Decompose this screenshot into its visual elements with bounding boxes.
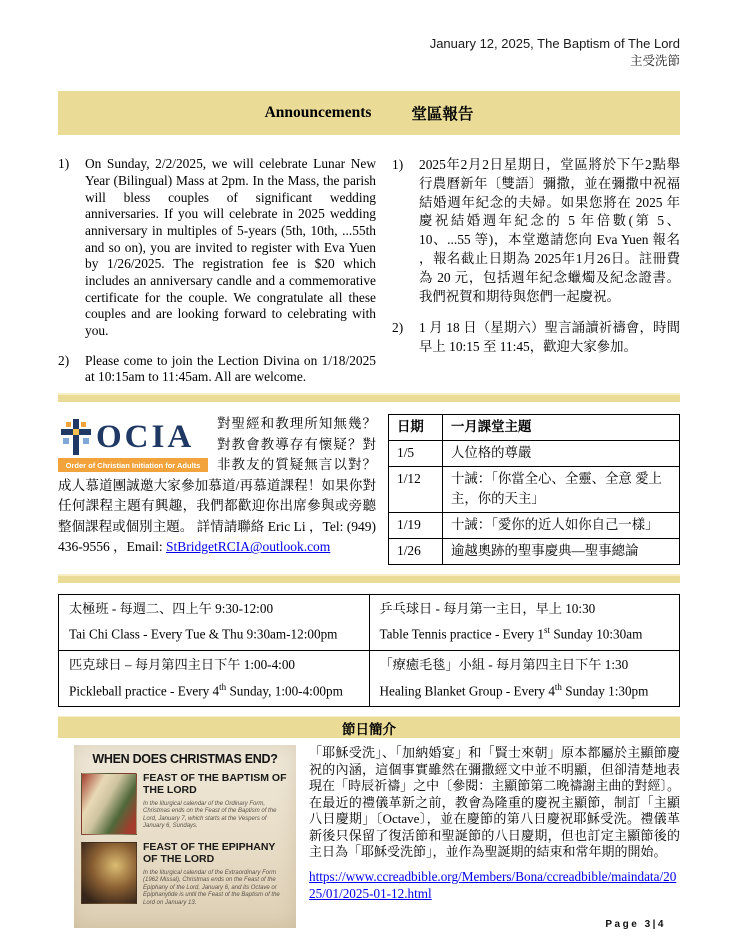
activities-schedule-table <box>58 594 680 708</box>
announcement-en-item-2 <box>58 353 376 386</box>
item-number: 1) <box>58 156 70 172</box>
item-text: On Sunday, 2/2/2025, we will celebrate Lunar New Year (Bilingual) Mass at 2pm. In the Mass, the parish will bless couples of significant wedding anniversaries. If you will celebrate in 2025 wedding anniversary in multiples of 5-years (5th, 10th, ...55th and so on), you are invited to register with Eva Yuen by 1/26/2025. The registration fee is $20 which includes an anniversary candle and a commemorative certificate for the couple. We congratulate all these couples and are looking forward to celebrating with you. <box>85 156 376 339</box>
announcement-zh-item-2 <box>392 319 680 357</box>
item-text: 1 月 18 日（星期六）聖言誦讀祈禱會，時間早上 10:15 至 11:45，歡迎大家參加。 <box>419 320 680 355</box>
announcements-english-column <box>58 156 376 386</box>
table-row <box>59 651 680 707</box>
item-number: 2) <box>58 352 70 368</box>
header-feast-name-zh: 主受洗節 <box>629 53 680 68</box>
announcements-columns <box>58 156 680 386</box>
section-divider-bar <box>58 393 680 402</box>
header-date-line: January 12, 2025, The Baptism of The Lord <box>429 36 680 51</box>
table-row <box>59 594 680 650</box>
item-text: Please come to join the Lection Divina on 1/18/2025 at 10:15am to 11:45am. All are welcome. <box>85 352 376 385</box>
schedule-en: Table Tennis practice - Every 1st Sunday 10:30am <box>379 625 643 642</box>
topic-title: 人位格的尊嚴 <box>443 440 680 466</box>
schedule-zh: 太極班 - 每週二、四上午 9:30-12:00 <box>69 600 274 616</box>
ocia-logo <box>58 417 208 472</box>
announcements-title-en: Announcements <box>264 104 372 122</box>
feast-intro-title: 節日簡介 <box>342 721 396 737</box>
ccreadbible-link[interactable]: https://www.ccreadbible.org/Members/Bona/ccreadbible/maindata/2025/01/2025-01-12.html <box>309 868 677 902</box>
ocia-wordmark: OCIA <box>96 418 195 455</box>
infographic-body: In the liturgical calendar of the Extraordinary Form (1962 Missal), Christmas ends on the Feast of the Epiphany of the Lord, January 6, and its Octave or Epiphanytide is until the Feast of the Baptism of the Lord on January 13. <box>143 869 280 906</box>
topic-title: 十誡：「愛你的近人如你自己一樣」 <box>443 513 680 539</box>
infographic-body: In the liturgical calendar of the Ordinary Form, Christmas ends on the Feast of the Baptism of the Lord, January 7, which starts at the Vespers of January 6, Sundays. <box>143 800 277 830</box>
schedule-en: Tai Chi Class - Every Tue & Thu 9:30am-12:00pm <box>69 626 338 642</box>
schedule-en: Pickleball practice - Every 4th Sunday, 1:00-4:00pm <box>69 681 343 698</box>
announcements-title-zh: 堂區報告 <box>411 106 474 124</box>
announcement-zh-item-1 <box>392 156 680 306</box>
topics-col-topic: 一月課堂主題 <box>443 415 680 441</box>
schedule-cell-taichi <box>59 594 370 650</box>
page-number: Page 3|4 <box>605 919 666 930</box>
table-row <box>389 440 680 466</box>
table-row <box>389 513 680 539</box>
infographic-title: WHEN DOES CHRISTMAS END? <box>92 752 278 767</box>
item-number: 1) <box>392 157 404 173</box>
announcement-en-item-1 <box>58 156 376 340</box>
table-row <box>389 466 680 513</box>
ocia-invitation-text: 對聖經和教理所知無幾？對教會教導存有懷疑？對非教友的質疑無言以對？成人慕道團誠邀大家參加慕道/再慕道課程！如果你對任何課程主題有興趣，我們都歡迎你出席參與或旁聽整個課程或個別主題。 詳情請聯絡 Eric Li ，Tel: (949) 436-9556 ，Email: <box>58 416 376 555</box>
ocia-cross-icon <box>58 417 94 457</box>
schedule-cell-healing-blanket <box>369 651 680 707</box>
feast-intro-section <box>58 745 680 928</box>
baptism-painting-image <box>81 773 137 835</box>
topic-date: 1/5 <box>389 440 443 466</box>
ocia-invitation-block <box>58 414 376 565</box>
ocia-subtitle-strip: Order of Christian Initiation for Adults <box>58 458 208 472</box>
topic-date: 1/26 <box>389 538 443 564</box>
schedule-zh: 匹克球日 – 每月第四主日下午 1:00-4:00 <box>69 657 296 673</box>
topics-header-row <box>389 415 680 441</box>
document-header <box>58 36 680 69</box>
feast-explanation-paragraph: 「耶穌受洗」、「加納婚宴」和「賢士來朝」原本都屬於主顯節慶祝的內涵，這個事實雖然在彌撒經文中並不明顯，但卻清楚地表現在「時辰祈禱」之中〔參閱：主顯節第二晚禱謝主曲的對經〕。在最近的禮儀革新之前，教會為隆重的慶祝主顯節，制訂「主顯八日慶期」〔Octave〕，並在慶節的第八日慶祝耶穌受洗。禮儀革新後只保留了復活節和聖誕節的八日慶期，但也訂定主顯節後的主日為「耶穌受洗節」，並作為聖誕期的結束和常年期的開始。 <box>309 745 680 860</box>
infographic-heading: FEAST OF THE EPIPHANY OF THE LORD <box>143 841 276 865</box>
infographic-heading: FEAST OF THE BAPTISM OF THE LORD <box>143 772 287 796</box>
topics-col-date: 日期 <box>389 415 443 441</box>
feast-intro-header-bar <box>58 716 680 738</box>
rcia-email-link[interactable]: StBridgetRCIA@outlook.com <box>166 539 331 555</box>
christmas-end-infographic <box>74 745 296 928</box>
infographic-item-epiphany <box>81 842 289 907</box>
schedule-cell-table-tennis <box>369 594 680 650</box>
item-text: 2025年2月2日星期日，堂區將於下午2點舉行農曆新年〔雙語〕彌撒，並在彌撒中祝福結婚週年紀念的夫婦。如果您將在 2025 年慶祝結婚週年紀念的 5 年倍數(第 5、10、...55 等)，本堂邀請您向 Eva Yuen 報名 ，報名截止日期為 2025年1月26日。註冊費為 20 元，包括週年紀念蠟燭及紀念證書。我們祝賀和期待與您們一起慶祝。 <box>419 157 680 304</box>
topic-title: 十誡：「你當全心、全靈、全意 愛上主，你的天主」 <box>443 466 680 513</box>
topic-title: 逾越奧跡的聖事慶典—聖事總論 <box>443 538 680 564</box>
schedule-zh: 乒乓球日 - 每月第一主日，早上 10:30 <box>379 600 596 616</box>
infographic-item-baptism <box>81 773 289 835</box>
schedule-en: Healing Blanket Group - Every 4th Sunday 1:30pm <box>379 681 649 698</box>
announcements-chinese-column <box>392 156 680 386</box>
ocia-and-topics-section <box>58 414 680 565</box>
schedule-zh: 「療癒毛毯」小組 - 每月第四主日下午 1:30 <box>379 657 629 673</box>
item-number: 2) <box>392 320 404 336</box>
epiphany-painting-image <box>81 842 137 904</box>
section-divider-bar <box>58 574 680 583</box>
schedule-cell-pickleball <box>59 651 370 707</box>
january-topics-table <box>388 414 680 565</box>
table-row <box>389 538 680 564</box>
topic-date: 1/12 <box>389 466 443 513</box>
topic-date: 1/19 <box>389 513 443 539</box>
announcements-header-bar <box>58 91 680 135</box>
